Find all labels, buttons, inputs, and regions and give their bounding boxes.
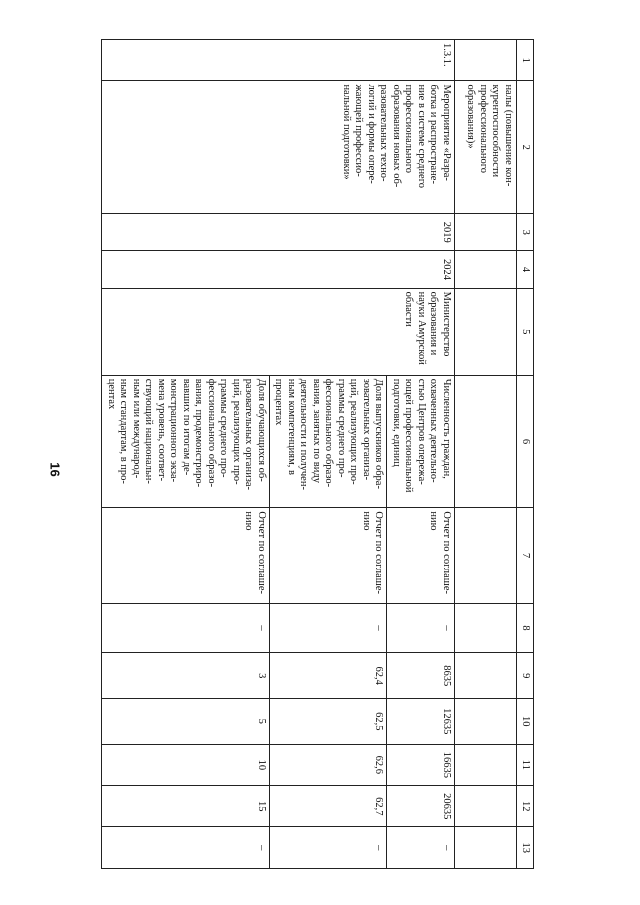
indicator-value: 10	[102, 744, 270, 785]
indicator-name: Доля выпускников обра- зовательных организа- ций, реализующих про- граммы среднего про- фессионального образо- вания, занятых по виду деятельности и получен- ным компетенциям, в процентах	[270, 375, 388, 508]
indicator-source: Отчет по соглаше- нию	[102, 508, 270, 603]
table-cell	[455, 508, 517, 603]
indicator-value: 62,5	[270, 699, 388, 745]
indicator-value: 12635	[387, 699, 455, 745]
item-start-year: 2019	[102, 214, 455, 251]
indicator-source: Отчет по соглаше- нию	[387, 508, 455, 603]
header-cell: 8	[517, 603, 534, 653]
header-cell: 11	[517, 744, 534, 785]
item-end-year: 2024	[102, 251, 455, 288]
indicator-value: 5	[102, 699, 270, 745]
indicator-table	[102, 39, 535, 869]
item-number: 1.3.1.	[102, 40, 455, 81]
indicator-value: –	[102, 603, 270, 653]
table-cell	[455, 827, 517, 869]
header-cell: 2	[517, 81, 534, 214]
rotated-table-container	[106, 39, 534, 869]
header-cell: 7	[517, 508, 534, 603]
header-cell: 12	[517, 786, 534, 827]
table-cell	[455, 653, 517, 699]
indicator-value: –	[102, 827, 270, 869]
table-cell	[455, 375, 517, 508]
indicator-value: 62,7	[270, 786, 388, 827]
table-row	[387, 40, 455, 869]
continuation-row	[455, 40, 517, 869]
table-cell	[455, 251, 517, 288]
header-cell: 4	[517, 251, 534, 288]
header-cell: 10	[517, 699, 534, 745]
table-cell	[455, 288, 517, 375]
indicator-value: 62,4	[270, 653, 388, 699]
header-cell: 9	[517, 653, 534, 699]
table-cell	[455, 214, 517, 251]
item-title: Мероприятие «Разра- ботка и распростране- ние в системе среднего профессионального образования новых об- разовательных техно- логий и формы опере- жающей профессио- нальной подготовки»	[102, 81, 455, 214]
header-cell: 5	[517, 288, 534, 375]
indicator-value: 20635	[387, 786, 455, 827]
table-cell	[455, 699, 517, 745]
indicator-value: 62,6	[270, 744, 388, 785]
header-cell: 13	[517, 827, 534, 869]
table-cell	[455, 744, 517, 785]
indicator-value: 8635	[387, 653, 455, 699]
item-executor: Министерство образования и науки Амурской области	[102, 288, 455, 375]
table-cell	[455, 786, 517, 827]
table-cell	[455, 603, 517, 653]
indicator-value: –	[387, 827, 455, 869]
indicator-value: –	[270, 827, 388, 869]
header-row	[517, 40, 534, 869]
header-cell: 3	[517, 214, 534, 251]
page-number: 16	[47, 462, 63, 477]
table-cell	[455, 40, 517, 81]
header-cell: 6	[517, 375, 534, 508]
indicator-value: 15	[102, 786, 270, 827]
indicator-value: 16635	[387, 744, 455, 785]
indicator-name: Доля обучающихся об- разовательных организа- ций, реализующих про- граммы среднего про- фессионального образо- вания, продемонстриро- вавших по итогам де- монстрационного экза- мена уровень, соответ- ствующий национальн- ным или международ- ным стандартам, в про- центах	[102, 375, 270, 508]
indicator-value: –	[270, 603, 388, 653]
header-cell: 1	[517, 40, 534, 81]
indicator-value: –	[387, 603, 455, 653]
indicator-name: Численность граждан, охваченных деятельно- стью Центров опережа- ющей профессиональной подготовки, единиц	[387, 375, 455, 508]
indicator-source: Отчет по соглаше- нию	[270, 508, 388, 603]
continuation-title: налы (повышение кон- курентоспособности профессионального образования)»	[455, 81, 517, 214]
indicator-value: 3	[102, 653, 270, 699]
